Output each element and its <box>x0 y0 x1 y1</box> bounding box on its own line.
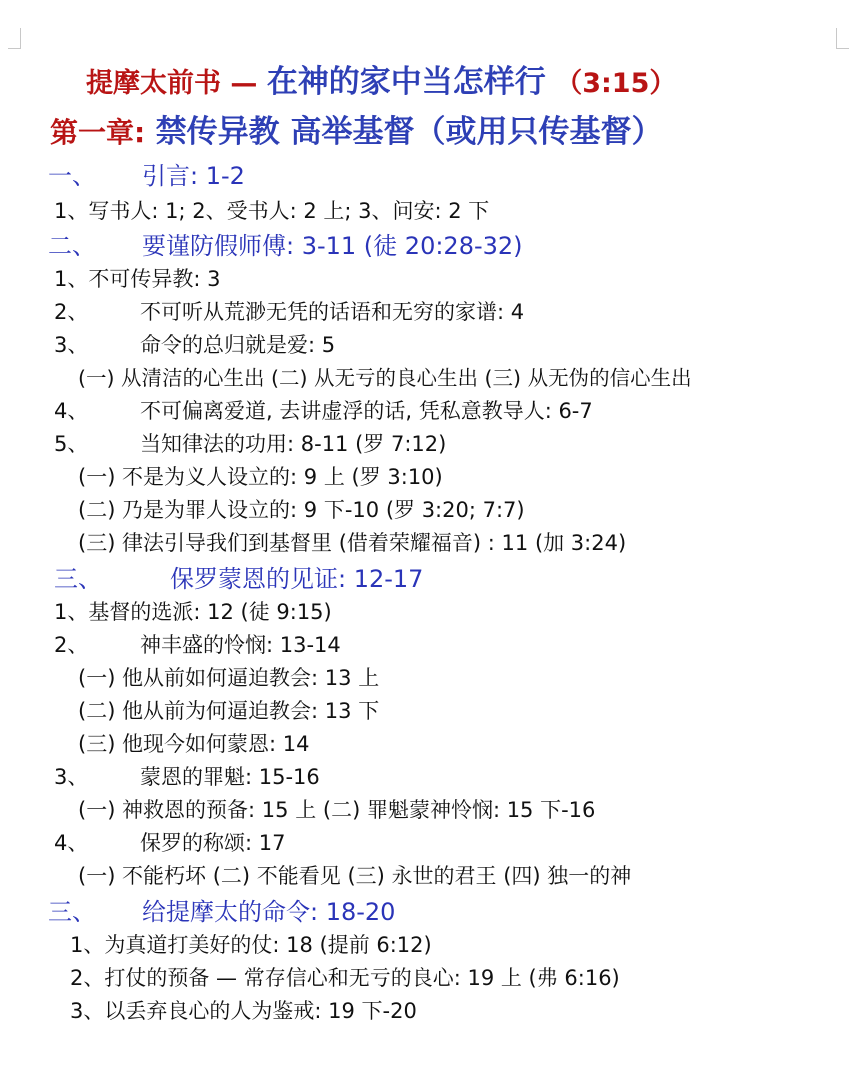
item-number: 4、 <box>54 399 89 423</box>
outline-item <box>54 264 221 294</box>
outline-item <box>54 630 341 660</box>
item-text: 神丰盛的怜悯: 13-14 <box>140 633 341 657</box>
outline-item <box>54 828 285 858</box>
document-title <box>86 64 676 102</box>
outline-subitem: (一) 从清洁的心生出 (二) 从无亏的良心生出 (三) 从无伪的信心生出 <box>78 366 692 390</box>
section-number: 三、 <box>48 898 96 926</box>
item-text: 命令的总归就是爱: 5 <box>140 333 336 357</box>
section-title: 保罗蒙恩的见证: 12-17 <box>170 565 424 593</box>
section-heading <box>48 230 523 262</box>
item-text: 当知律法的功用: 8-11 (罗 7:12) <box>140 432 447 456</box>
section-number: 二、 <box>48 232 96 260</box>
title-ref: （3:15） <box>555 68 677 99</box>
section-heading <box>48 160 245 192</box>
outline-subitem: (二) 他从前为何逼迫教会: 13 下 <box>78 699 380 723</box>
section-title: 要谨防假师傅: 3-11 (徒 20:28-32) <box>142 232 523 260</box>
outline-item: 2、打仗的预备 — 常存信心和无亏的良心: 19 上 (弗 6:16) <box>70 966 620 990</box>
outline-item <box>54 597 332 627</box>
outline-subitem: (一) 他从前如何逼迫教会: 13 上 <box>78 666 380 690</box>
outline-subitem: (二) 乃是为罪人设立的: 9 下-10 (罗 3:20; 7:7) <box>78 498 525 522</box>
page-corner-mark-right <box>836 28 849 49</box>
section-title: 给提摩太的命令: 18-20 <box>142 898 396 926</box>
outline-item <box>54 330 335 360</box>
chapter-heading <box>50 112 662 153</box>
outline-subitem: (一) 不是为义人设立的: 9 上 (罗 3:10) <box>78 465 443 489</box>
section-number: 三、 <box>54 565 102 593</box>
item-number: 1、 <box>54 267 89 291</box>
outline-subitem: (一) 不能朽坏 (二) 不能看见 (三) 永世的君王 (四) 独一的神 <box>78 864 632 888</box>
section-number: 一、 <box>48 162 96 190</box>
title-book: 提摩太前书 <box>86 68 221 99</box>
outline-subitem: (三) 律法引导我们到基督里 (借着荣耀福音) : 11 (加 3:24) <box>78 531 627 555</box>
chapter-label: 第一章: <box>50 116 146 149</box>
item-number: 5、 <box>54 432 89 456</box>
outline-item <box>54 762 320 792</box>
chapter-title: 禁传异教 高举基督（或用只传基督） <box>155 114 663 150</box>
item-number: 2、 <box>54 633 89 657</box>
section-heading <box>54 563 423 595</box>
section-title: 引言: 1-2 <box>142 162 245 190</box>
item-number: 1、 <box>54 600 89 624</box>
item-text: 蒙恩的罪魁: 15-16 <box>140 765 320 789</box>
outline-item: 1、为真道打美好的仗: 18 (提前 6:12) <box>70 933 432 957</box>
item-number: 3、 <box>54 765 89 789</box>
page-corner-mark-left <box>8 28 21 49</box>
item-text: 基督的选派: 12 (徒 9:15) <box>88 600 332 624</box>
outline-subitem: (一) 神救恩的预备: 15 上 (二) 罪魁蒙神怜悯: 15 下-16 <box>78 798 596 822</box>
outline-item <box>54 297 524 327</box>
item-text: 不可偏离爱道, 去讲虚浮的话, 凭私意教导人: 6-7 <box>140 399 593 423</box>
item-number: 3、 <box>54 333 89 357</box>
outline-item <box>54 396 593 426</box>
item-text: 不可传异教: 3 <box>88 267 221 291</box>
item-text: 保罗的称颂: 17 <box>140 831 286 855</box>
outline-subitem: (三) 他现今如何蒙恩: 14 <box>78 732 310 756</box>
item-number: 4、 <box>54 831 89 855</box>
item-number: 2、 <box>54 300 89 324</box>
title-main: 在神的家中当怎样行 <box>266 64 546 100</box>
outline-item <box>54 429 446 459</box>
outline-item: 3、以丢弃良心的人为鉴戒: 19 下-20 <box>70 999 417 1023</box>
title-dash: — <box>230 68 258 99</box>
section-heading <box>48 896 395 928</box>
item-text: 不可听从荒渺无凭的话语和无穷的家谱: 4 <box>140 300 525 324</box>
outline-item: 1、写书人: 1; 2、受书人: 2 上; 3、问安: 2 下 <box>54 199 490 223</box>
